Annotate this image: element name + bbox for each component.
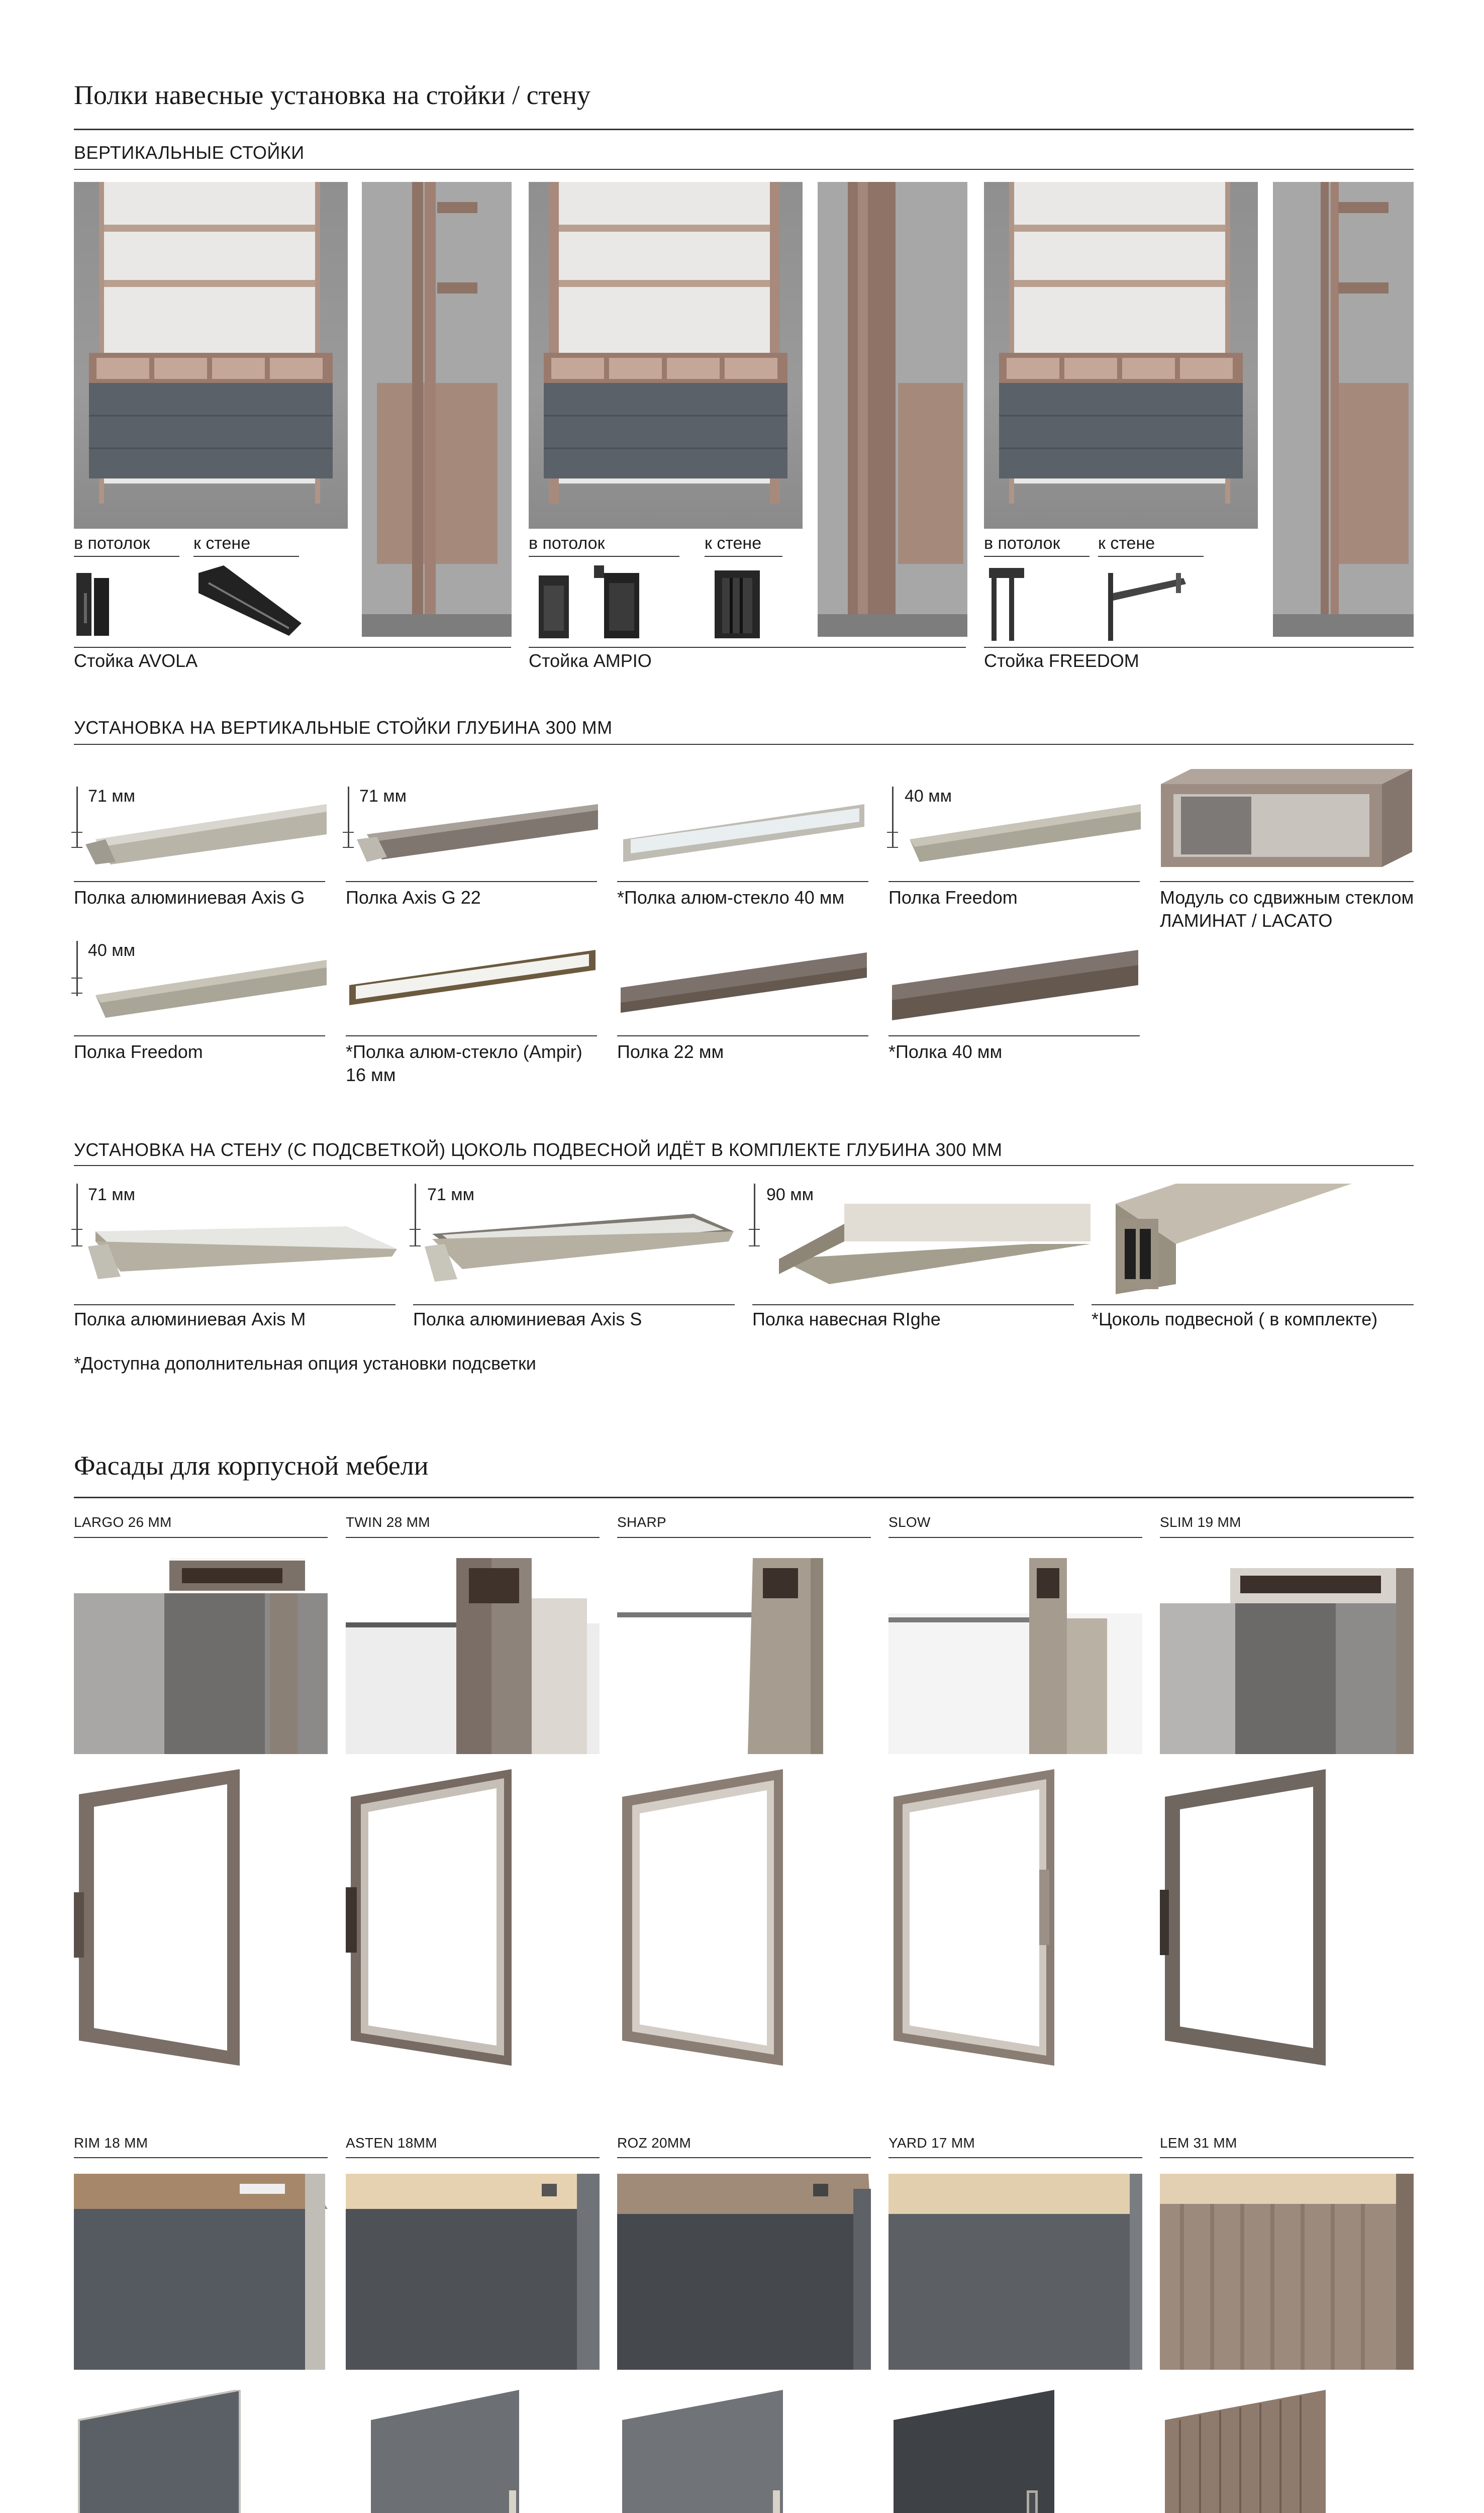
shelf-label: Полка алюминиевая Axis G [74, 887, 305, 908]
dimension-label: 71 мм [88, 1185, 136, 1204]
shelf-label: Полка алюминиевая Axis M [74, 1309, 306, 1329]
facade-label: ASTEN 18MM [346, 2135, 437, 2151]
axis-m-shelf-image [85, 1211, 397, 1282]
shelf-40-image [889, 950, 1141, 1020]
divider [888, 881, 1140, 882]
freedom-ceiling-label: в потолок [984, 534, 1060, 553]
yard-door-image [888, 2390, 1142, 2513]
facade-label: SLIM 19 MM [1160, 1514, 1241, 1530]
dimension-label: 71 мм [427, 1185, 475, 1204]
slim-door-image [1160, 1769, 1414, 2071]
divider [984, 647, 1414, 648]
sharp-door-image [617, 1769, 871, 2071]
lem-door-image [1160, 2390, 1414, 2513]
divider [74, 1304, 395, 1305]
avola-wall-bracket [193, 563, 304, 638]
axis-g-shelf-image [85, 799, 327, 864]
facade-label: RIM 18 MM [74, 2135, 148, 2151]
sharp-profile-image [617, 1558, 871, 1754]
ampio-ceiling-label: в потолок [529, 534, 605, 553]
divider [74, 556, 179, 557]
divider [74, 1035, 325, 1036]
slim-profile-image [1160, 1558, 1414, 1754]
divider [74, 881, 325, 882]
divider [74, 647, 511, 648]
shelf-label: Полка 22 мм [617, 1041, 724, 1062]
freedom-ceiling-bracket [984, 563, 1044, 643]
divider [74, 744, 1414, 745]
slow-profile-image [888, 1558, 1142, 1754]
largo-profile-image [74, 1558, 328, 1754]
divider [413, 1304, 735, 1305]
avola-name: Стойка AVOLA [74, 650, 198, 671]
divider [617, 1035, 868, 1036]
ampio-shelving-photo [529, 182, 803, 529]
largo-door-image [74, 1769, 328, 2071]
shelf-label: Полка алюминиевая Axis S [413, 1309, 642, 1329]
avola-ceiling-label: в потолок [74, 534, 150, 553]
divider [752, 1304, 1074, 1305]
twin-door-image [346, 1769, 600, 2071]
divider [74, 129, 1414, 130]
divider [74, 1165, 1414, 1166]
facade-label: LARGO 26 MM [74, 1514, 172, 1530]
facade-label: ROZ 20MM [617, 2135, 691, 2151]
alu-glass-40-shelf-image [618, 799, 869, 864]
roz-edge-image [617, 2174, 871, 2370]
freedom-shelf-image [85, 950, 327, 1020]
divider [1160, 881, 1414, 882]
divider [346, 881, 597, 882]
divider [74, 1497, 1414, 1498]
suspended-plinth-image [1101, 1184, 1352, 1304]
ampio-name: Стойка AMPIO [529, 650, 652, 671]
facade-label: YARD 17 MM [888, 2135, 975, 2151]
lem-edge-image [1160, 2174, 1414, 2370]
divider [705, 556, 782, 557]
divider [529, 647, 966, 648]
freedom-shelf-image [900, 799, 1141, 864]
freedom-wall-bracket [1098, 563, 1189, 643]
sliding-glass-module-image [1161, 769, 1412, 869]
ampio-ceiling-bracket [534, 563, 654, 641]
shelf-label: *Полка 40 мм [888, 1041, 1003, 1062]
shelf-label: Полка Freedom [888, 887, 1018, 908]
alu-glass-ampir-shelf-image [347, 950, 598, 1010]
divider [74, 169, 1414, 170]
shelf-label: Полка Freedom [74, 1041, 203, 1062]
divider [888, 1035, 1140, 1036]
axis-g-22-shelf-image [357, 799, 598, 864]
rim-edge-image [74, 2174, 328, 2370]
dimension-label: 40 мм [905, 787, 952, 806]
dimension-label: 71 мм [359, 787, 407, 806]
dimension-label: 40 мм [88, 941, 136, 960]
wall-install-heading: УСТАНОВКА НА СТЕНУ (С ПОДСВЕТКОЙ) ЦОКОЛЬ ПОДВЕСНОЙ ИДЁТ В КОМПЛЕКТЕ ГЛУБИНА 300 ММ [74, 1139, 1003, 1160]
righe-shelf-image [769, 1204, 1091, 1289]
twin-profile-image [346, 1558, 600, 1754]
uprights-heading: ВЕРТИКАЛЬНЫЕ СТОЙКИ [74, 142, 305, 163]
freedom-name: Стойка FREEDOM [984, 650, 1139, 671]
ampio-wall-bracket [705, 563, 780, 641]
upright-install-heading: УСТАНОВКА НА ВЕРТИКАЛЬНЫЕ СТОЙКИ ГЛУБИНА 300 ММ [74, 717, 613, 738]
asten-edge-image [346, 2174, 600, 2370]
shelf-label: Полка Axis G 22 [346, 887, 481, 908]
ampio-wall-label: к стене [705, 534, 762, 553]
shelves-section-title: Полки навесные установка на стойки / стену [74, 80, 591, 110]
facade-label: SHARP [617, 1514, 666, 1530]
dimension-label: 71 мм [88, 787, 136, 806]
rim-door-image [74, 2390, 328, 2513]
facades-section-title: Фасады для корпусной мебели [74, 1451, 429, 1481]
shelf-label: *Цоколь подвесной ( в комплекте) [1092, 1309, 1378, 1329]
shelf-22-image [618, 950, 869, 1015]
shelf-label: *Полка алюм-стекло (Ampir) 16 мм [346, 1041, 582, 1085]
avola-ceiling-bracket [74, 563, 119, 638]
avola-wall-label: к стене [193, 534, 251, 553]
shelf-label: Полка навесная RIghe [752, 1309, 941, 1329]
freedom-wall-label: к стене [1098, 534, 1155, 553]
asten-door-image [346, 2390, 600, 2513]
divider [1098, 556, 1204, 557]
facade-label: SLOW [888, 1514, 931, 1530]
avola-upright-closeup [362, 182, 512, 637]
divider [617, 881, 868, 882]
axis-s-shelf-image [422, 1204, 734, 1284]
divider [984, 556, 1090, 557]
ampio-upright-closeup [818, 182, 967, 637]
yard-edge-image [888, 2174, 1142, 2370]
dimension-label: 90 мм [766, 1185, 814, 1204]
facade-label: TWIN 28 MM [346, 1514, 430, 1530]
roz-door-image [617, 2390, 871, 2513]
divider [193, 556, 299, 557]
facade-label: LEM 31 MM [1160, 2135, 1237, 2151]
footnote: *Доступна дополнительная опция установки подсветки [74, 1353, 536, 1374]
shelf-label: Модуль со сдвижным стеклом ЛАМИНАТ / LACATO [1160, 887, 1414, 931]
freedom-shelving-photo [984, 182, 1258, 529]
freedom-upright-closeup [1273, 182, 1414, 637]
avola-shelving-photo [74, 182, 348, 529]
shelf-label: *Полка алюм-стекло 40 мм [617, 887, 845, 908]
divider [1092, 1304, 1414, 1305]
divider [529, 556, 679, 557]
divider [346, 1035, 597, 1036]
slow-door-image [888, 1769, 1142, 2071]
